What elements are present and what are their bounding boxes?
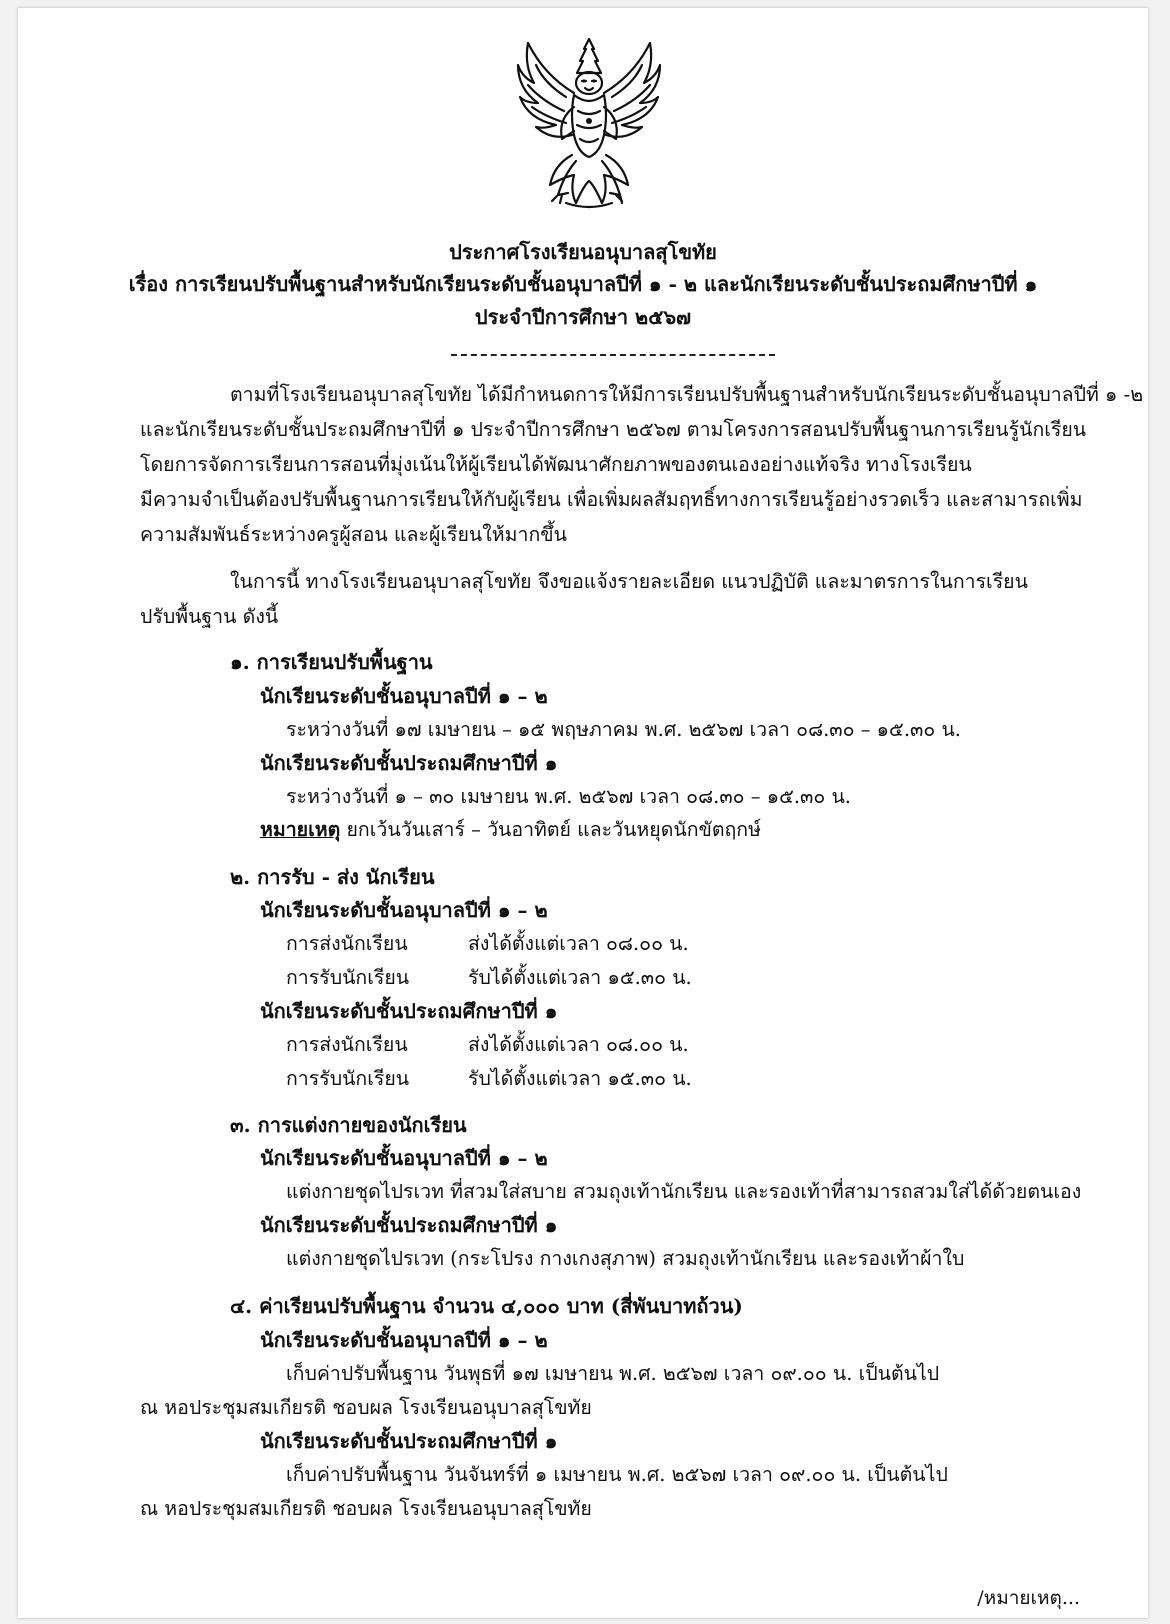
intro-line: ตามที่โรงเรียนอนุบาลสุโขทัย ได้มีกำหนดการให้มีการเรียนปรับพื้นฐานสำหรับนักเรียนระดับชั้นอนุบาลปีที่ ๑ -๒	[230, 383, 1144, 406]
pickup-row	[286, 1065, 692, 1093]
section-3-title: ๓. การแต่งกายของนักเรียน	[230, 1113, 467, 1137]
row-value: รับได้ตั้งแต่เวลา ๑๕.๓๐ น.	[468, 966, 692, 989]
section-1-note	[260, 816, 761, 844]
section-2-title: ๒. การรับ - ส่ง นักเรียน	[230, 865, 435, 889]
section-1-kg-label: นักเรียนระดับชั้นอนุบาลปีที่ ๑ – ๒	[260, 684, 548, 708]
row-label: การรับนักเรียน	[286, 1067, 410, 1090]
section-1-kg-text: ระหว่างวันที่ ๑๗ เมษายน – ๑๕ พฤษภาคม พ.ศ. ๒๕๖๗ เวลา ๐๘.๓๐ – ๑๕.๓๐ น.	[286, 718, 961, 741]
section-4-p1-line: ณ หอประชุมสมเกียรติ ชอบผล โรงเรียนอนุบาลสุโขทัย	[140, 1497, 592, 1520]
section-4-kg-line: เก็บค่าปรับพื้นฐาน วันพุธที่ ๑๗ เมษายน พ.ศ. ๒๕๖๗ เวลา ๐๙.๐๐ น. เป็นต้นไป	[286, 1362, 940, 1385]
document-page	[18, 8, 1148, 1618]
intro-line: ความสัมพันธ์ระหว่างครูผู้สอน และผู้เรียนให้มากขึ้น	[140, 523, 567, 546]
intro-line: และนักเรียนระดับชั้นประถมศึกษาปีที่ ๑ ประจำปีการศึกษา ๒๕๖๗ ตามโครงการสอนปรับพื้นฐานการเรียนรู้นักเรียน	[140, 418, 1087, 441]
section-4-kg-label: นักเรียนระดับชั้นอนุบาลปีที่ ๑ – ๒	[260, 1328, 548, 1352]
section-3-kg-label: นักเรียนระดับชั้นอนุบาลปีที่ ๑ – ๒	[260, 1146, 548, 1170]
section-1-p1-text: ระหว่างวันที่ ๑ – ๓๐ เมษายน พ.ศ. ๒๕๖๗ เวลา ๐๘.๓๐ – ๑๕.๓๐ น.	[286, 785, 851, 808]
note-label: หมายเหตุ	[260, 818, 341, 841]
announcement-title: ประกาศโรงเรียนอนุบาลสุโขทัย	[449, 240, 717, 264]
dropoff-row	[286, 1031, 689, 1059]
note-text: ยกเว้นวันเสาร์ – วันอาทิตย์ และวันหยุดนักขัตฤกษ์	[340, 818, 761, 841]
row-label: การส่งนักเรียน	[286, 932, 408, 955]
section-4-kg-line: ณ หอประชุมสมเกียรติ ชอบผล โรงเรียนอนุบาลสุโขทัย	[140, 1396, 592, 1419]
section-3-p1-label: นักเรียนระดับชั้นประถมศึกษาปีที่ ๑	[260, 1213, 558, 1237]
section-1-title: ๑. การเรียนปรับพื้นฐาน	[230, 650, 433, 674]
section-2-kg-label: นักเรียนระดับชั้นอนุบาลปีที่ ๑ – ๒	[260, 898, 548, 922]
announcement-subject: เรื่อง การเรียนปรับพื้นฐานสำหรับนักเรียนระดับชั้นอนุบาลปีที่ ๑ - ๒ และนักเรียนระดับชั้นประถมศึกษาปีที่ ๑	[128, 272, 1038, 296]
section-3-kg-text: แต่งกายชุดไปรเวท ที่สวมใส่สบาย สวมถุงเท้านักเรียน และรองเท้าที่สามารถสวมใส่ได้ด้วยตนเอง	[286, 1180, 1082, 1203]
section-3-p1-text: แต่งกายชุดไปรเวท (กระโปรง กางเกงสุภาพ) สวมถุงเท้านักเรียน และรองเท้าผ้าใบ	[286, 1247, 965, 1270]
section-1-p1-label: นักเรียนระดับชั้นประถมศึกษาปีที่ ๑	[260, 751, 558, 775]
dashed-divider	[451, 354, 775, 356]
section-2-p1-label: นักเรียนระดับชั้นประถมศึกษาปีที่ ๑	[260, 999, 558, 1023]
intro2-line: ปรับพื้นฐาน ดังนี้	[140, 605, 279, 628]
dropoff-row	[286, 930, 689, 958]
row-label: การรับนักเรียน	[286, 966, 410, 989]
garuda-emblem-icon	[514, 35, 664, 212]
intro2-line: ในการนี้ ทางโรงเรียนอนุบาลสุโขทัย จึงขอแจ้งรายละเอียด แนวปฏิบัติ และมาตรการในการเรียน	[230, 570, 1028, 593]
row-label: การส่งนักเรียน	[286, 1033, 408, 1056]
continued-marker: /หมายเหตุ...	[977, 1587, 1080, 1609]
section-4-title: ๔. ค่าเรียนปรับพื้นฐาน จำนวน ๔,๐๐๐ บาท (สี่พันบาทถ้วน)	[230, 1294, 743, 1318]
intro-line: มีความจำเป็นต้องปรับพื้นฐานการเรียนให้กับผู้เรียน เพื่อเพิ่มผลสัมฤทธิ์ทางการเรียนรู้อย่างรวดเร็ว และสามารถเพิ่ม	[140, 488, 1083, 511]
row-value: รับได้ตั้งแต่เวลา ๑๕.๓๐ น.	[468, 1067, 692, 1090]
row-value: ส่งได้ตั้งแต่เวลา ๐๘.๐๐ น.	[468, 1033, 689, 1056]
announcement-year: ประจำปีการศึกษา ๒๕๖๗	[474, 305, 692, 329]
row-value: ส่งได้ตั้งแต่เวลา ๐๘.๐๐ น.	[468, 932, 689, 955]
section-4-p1-line: เก็บค่าปรับพื้นฐาน วันจันทร์ที่ ๑ เมษายน พ.ศ. ๒๕๖๗ เวลา ๐๙.๐๐ น. เป็นต้นไป	[286, 1463, 948, 1486]
intro-line: โดยการจัดการเรียนการสอนที่มุ่งเน้นให้ผู้เรียนได้พัฒนาศักยภาพของตนเองอย่างแท้จริง ทางโรงเรียน	[140, 453, 972, 476]
section-4-p1-label: นักเรียนระดับชั้นประถมศึกษาปีที่ ๑	[260, 1429, 558, 1453]
pickup-row	[286, 964, 692, 992]
